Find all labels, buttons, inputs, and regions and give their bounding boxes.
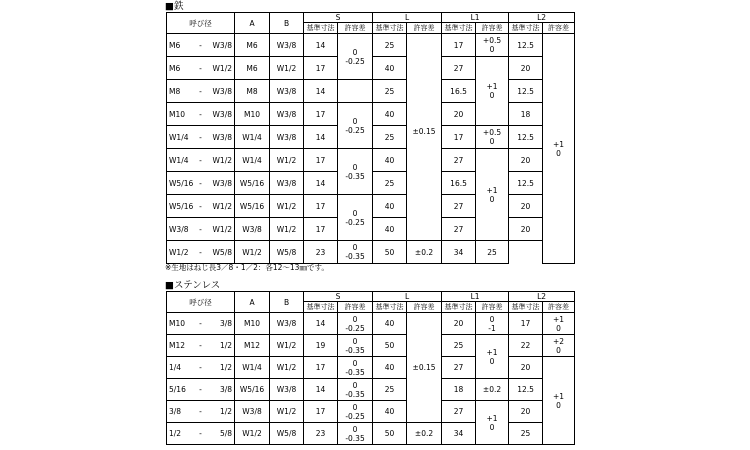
header-l1: L1 [442,13,509,23]
nominal-dash: - [191,357,211,379]
nominal-a: M10 [167,313,191,335]
cell-l: 25 [373,80,407,103]
cell-l1: 20 [442,103,476,126]
nominal-b: W3/8 [211,103,235,126]
header-b: B [270,292,304,313]
s-tolerance: 0 -0.25 [338,401,373,423]
nominal-dash: - [191,313,211,335]
cell-l: 50 [373,423,407,445]
cell-l2: 20 [509,357,543,379]
cell-l2: 12.5 [509,80,543,103]
cell-l1: 34 [442,241,476,264]
nominal-b: 1/2 [211,357,235,379]
cell-a: W1/2 [235,423,270,445]
table-row [167,401,575,423]
cell-l2: 12.5 [509,126,543,149]
l2-tolerance: +2 0 [543,335,575,357]
subheader-tol: 許容差 [476,23,509,34]
cell-a: W1/4 [235,149,270,172]
cell-a: W5/16 [235,172,270,195]
cell-s: 14 [304,379,338,401]
cell-b: W1/2 [270,195,304,218]
subheader-std: 基準寸法 [442,302,476,313]
nominal-a: W5/16 [167,172,191,195]
cell-l2: 18 [509,103,543,126]
cell-l1: 27 [442,218,476,241]
nominal-dash: - [191,423,211,445]
nominal-b: W1/2 [211,195,235,218]
nominal-b: 1/2 [211,335,235,357]
subheader-std: 基準寸法 [509,23,543,34]
cell-l1: 18 [442,379,476,401]
s-tolerance: 0 -0.35 [338,241,373,264]
cell-l2: 22 [509,335,543,357]
subheader-tol: 許容差 [338,23,373,34]
nominal-dash: - [191,335,211,357]
l1-tolerance: +1 0 [476,401,509,445]
cell-l1: 27 [442,195,476,218]
nominal-b: 1/2 [211,401,235,423]
cell-s: 17 [304,57,338,80]
l-tolerance-iron: ±0.15 [412,127,436,136]
table-row [167,335,575,357]
s-tolerance: 0 -0.25 [338,195,373,241]
subheader-std: 基準寸法 [442,23,476,34]
cell-a: M6 [235,34,270,57]
cell-l: 25 [373,126,407,149]
subheader-tol: 許容差 [543,302,575,313]
cell-s: 14 [304,80,338,103]
cell-l: 40 [373,149,407,172]
l-tolerance: ±0.15 [407,313,442,423]
cell-l2: 25 [476,241,509,264]
iron-spec-table [166,12,575,264]
cell-l: 40 [373,57,407,80]
cell-l: 25 [373,172,407,195]
header-b: B [270,13,304,34]
nominal-a: W5/16 [167,195,191,218]
header-s: S [304,292,373,302]
cell-b: W1/2 [270,335,304,357]
cell-l2: 20 [509,401,543,423]
cell-l1: 17 [442,34,476,57]
nominal-b: W3/8 [211,126,235,149]
s-tolerance-blank [338,80,373,103]
nominal-a: 1/4 [167,357,191,379]
section-title-stainless: ■ステンレス [165,280,221,291]
header-nominal: 呼び径 [167,292,235,313]
footnote: ※生地はねじ長3／8・1／2：各12～13㎜です。 [165,263,329,272]
cell-l1: 27 [442,57,476,80]
cell-a: W3/8 [235,401,270,423]
cell-l2: 12.5 [509,172,543,195]
cell-b: W5/8 [270,423,304,445]
l2-tolerance: +1 0 [543,357,575,445]
s-tolerance: 0 -0.35 [338,379,373,401]
table-row [167,34,575,57]
nominal-a: W3/8 [167,218,191,241]
cell-l2: 17 [509,313,543,335]
nominal-a: M12 [167,335,191,357]
nominal-b: W3/8 [211,34,235,57]
nominal-a: M6 [167,34,191,57]
subheader-std: 基準寸法 [304,302,338,313]
nominal-a: M8 [167,80,191,103]
cell-l2: 12.5 [509,379,543,401]
nominal-dash: - [191,57,211,80]
s-tolerance: 0 -0.35 [338,423,373,445]
cell-l1: 16.5 [442,80,476,103]
nominal-dash: - [191,379,211,401]
cell-l: 40 [373,218,407,241]
nominal-dash: - [191,401,211,423]
subheader-tol: 許容差 [407,302,442,313]
nominal-b: W3/8 [211,80,235,103]
cell-l2: 20 [509,57,543,80]
cell-s: 23 [304,423,338,445]
cell-b: W1/2 [270,401,304,423]
cell-s: 17 [304,195,338,218]
header-l2: L2 [509,292,575,302]
l1-tolerance: +0.5 0 [476,126,509,149]
table-row [167,379,575,401]
cell-l1: 17 [442,126,476,149]
header-s: S [304,13,373,23]
cell-b: W1/2 [270,149,304,172]
cell-a: M10 [235,313,270,335]
nominal-b: 3/8 [211,313,235,335]
table-row [167,80,575,103]
nominal-a: M6 [167,57,191,80]
cell-l1: 25 [442,335,476,357]
cell-a: M8 [235,80,270,103]
nominal-a: W1/4 [167,149,191,172]
cell-s: 17 [304,357,338,379]
cell-l: 40 [373,195,407,218]
header-row [167,13,575,23]
table-row [167,241,575,264]
cell-b: W3/8 [270,313,304,335]
cell-s: 14 [304,172,338,195]
cell-s: 17 [304,103,338,126]
nominal-b: W1/2 [211,57,235,80]
cell-a: W1/4 [235,126,270,149]
cell-l2: 12.5 [509,34,543,57]
nominal-dash: - [191,195,211,218]
cell-b: W1/2 [270,218,304,241]
cell-b: W1/2 [270,357,304,379]
nominal-b: 3/8 [211,379,235,401]
table-row [167,103,575,126]
cell-l1: 34 [442,423,476,445]
cell-l1: 20 [442,313,476,335]
subheader-tol: 許容差 [338,302,373,313]
l2-tolerance: +1 0 [543,313,575,335]
l-tolerance-blank [407,149,442,241]
nominal-dash: - [191,126,211,149]
nominal-dash: - [191,103,211,126]
subheader-tol: 許容差 [543,23,575,34]
subheader-std: 基準寸法 [304,23,338,34]
l-tolerance: ±0.2 [407,423,442,445]
cell-l1: 27 [442,401,476,423]
cell-a: W5/16 [235,195,270,218]
cell-b: W3/8 [270,126,304,149]
cell-l2: 20 [509,218,543,241]
stainless-spec-table [166,291,575,445]
cell-b: W3/8 [270,103,304,126]
subheader-tol: 許容差 [476,302,509,313]
s-tolerance: 0 -0.25 [338,103,373,149]
header-l2: L2 [509,13,575,23]
cell-a: W1/4 [235,357,270,379]
header-l: L [373,13,442,23]
cell-l: 40 [373,357,407,379]
section-title-iron: ■鉄 [165,1,184,12]
l1-tolerance: 0 -1 [476,313,509,335]
l1-tolerance: +1 0 [476,335,509,379]
cell-b: W5/8 [270,241,304,264]
nominal-b: W3/8 [211,172,235,195]
nominal-a: 1/2 [167,423,191,445]
l2-tolerance: +1 0 [543,34,575,264]
nominal-b: W1/2 [211,149,235,172]
cell-a: W5/16 [235,379,270,401]
table-row [167,313,575,335]
cell-l2: 25 [509,423,543,445]
cell-l1: 27 [442,357,476,379]
table-row [167,357,575,379]
cell-a: M6 [235,57,270,80]
nominal-a: M10 [167,103,191,126]
cell-l: 40 [373,401,407,423]
header-a: A [235,13,270,34]
cell-b: W3/8 [270,80,304,103]
nominal-dash: - [191,149,211,172]
nominal-b: 5/8 [211,423,235,445]
table-row [167,149,575,172]
s-tolerance: 0 -0.35 [338,149,373,195]
cell-s: 14 [304,126,338,149]
nominal-b: W5/8 [211,241,235,264]
cell-a: M12 [235,335,270,357]
cell-b: W3/8 [270,34,304,57]
cell-s: 19 [304,335,338,357]
cell-l: 25 [373,34,407,57]
table-row [167,195,575,218]
l1-tolerance: +0.5 0 [476,34,509,57]
header-l: L [373,292,442,302]
table-row [167,423,575,445]
l-tolerance: ±0.2 [407,241,442,264]
cell-a: M10 [235,103,270,126]
cell-l: 50 [373,241,407,264]
nominal-dash: - [191,241,211,264]
cell-s: 23 [304,241,338,264]
cell-a: W1/2 [235,241,270,264]
subheader-std: 基準寸法 [373,23,407,34]
cell-a: W3/8 [235,218,270,241]
subheader-std: 基準寸法 [373,302,407,313]
nominal-dash: - [191,34,211,57]
subheader-tol: 許容差 [407,23,442,34]
cell-l1: 27 [442,149,476,172]
nominal-dash: - [191,172,211,195]
cell-s: 17 [304,149,338,172]
nominal-dash: - [191,218,211,241]
s-tolerance: 0 -0.35 [338,335,373,357]
cell-s: 17 [304,218,338,241]
nominal-a: 5/16 [167,379,191,401]
subheader-std: 基準寸法 [509,302,543,313]
cell-l: 40 [373,313,407,335]
header-row [167,292,575,302]
header-a: A [235,292,270,313]
l1-tolerance: ±0.2 [476,379,509,401]
cell-l1: 16.5 [442,172,476,195]
s-tolerance: 0 -0.35 [338,357,373,379]
s-tolerance: 0 -0.25 [338,34,373,80]
cell-l2: 20 [509,149,543,172]
header-nominal: 呼び径 [167,13,235,34]
nominal-b: W1/2 [211,218,235,241]
l1-tolerance: +1 0 [476,149,509,241]
nominal-a: 3/8 [167,401,191,423]
cell-s: 14 [304,34,338,57]
l1-tolerance: +1 0 [476,57,509,126]
cell-l: 50 [373,335,407,357]
nominal-a: W1/4 [167,126,191,149]
cell-s: 17 [304,401,338,423]
nominal-a: W1/2 [167,241,191,264]
cell-b: W3/8 [270,172,304,195]
cell-l: 25 [373,379,407,401]
cell-s: 14 [304,313,338,335]
nominal-dash: - [191,80,211,103]
s-tolerance: 0 -0.25 [338,313,373,335]
cell-l: 40 [373,103,407,126]
header-l1: L1 [442,292,509,302]
cell-l2: 20 [509,195,543,218]
cell-b: W1/2 [270,57,304,80]
cell-b: W3/8 [270,379,304,401]
